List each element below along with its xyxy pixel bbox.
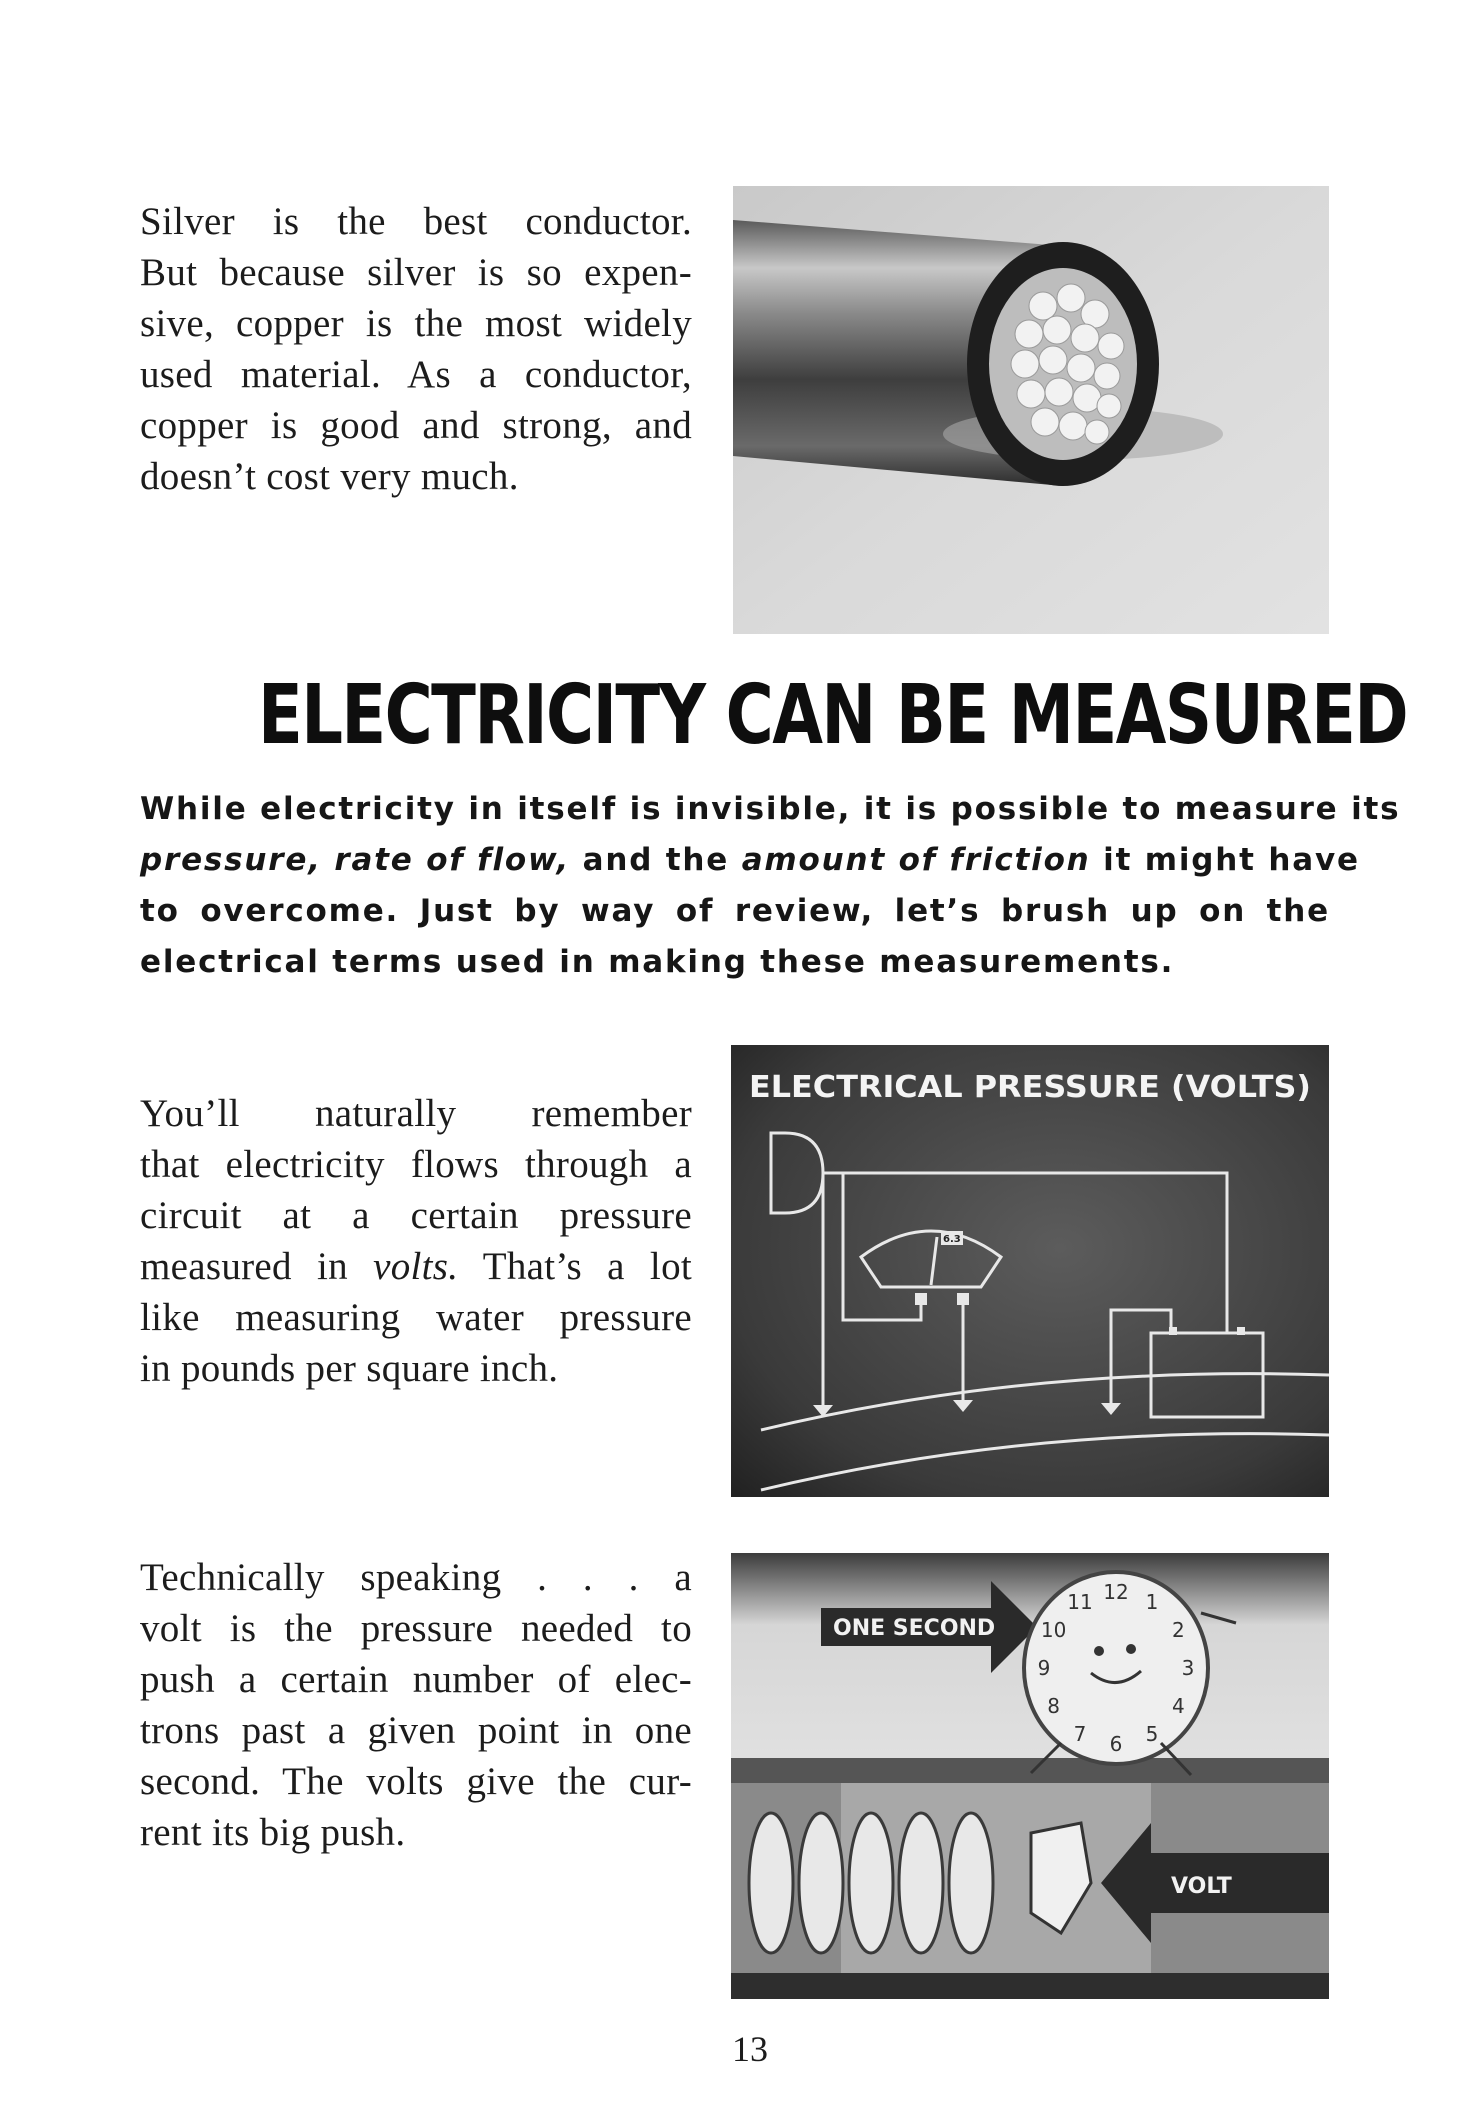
italic-term: volts. [373, 1245, 459, 1288]
figure-title: ELECTRICAL PRESSURE (VOLTS) [749, 1070, 1311, 1105]
text-line: doesn’t cost very much. [140, 455, 519, 498]
section-heading: ELECTRICITY CAN BE MEASURED [258, 668, 1408, 763]
text-fragment: it might have [1103, 842, 1360, 878]
clock-numeral: 10 [1040, 1618, 1067, 1642]
clock-numeral: 4 [1172, 1694, 1185, 1718]
italic-term: rate of flow, [334, 842, 571, 878]
text-line: electrical terms used in making these measurements. [140, 944, 1175, 980]
text-line: like measuring water pressure [140, 1296, 692, 1339]
clock-numeral: 6 [1109, 1732, 1123, 1756]
volt-cartoon-illustration [731, 1553, 1329, 1999]
clock-numeral: 9 [1037, 1656, 1051, 1680]
arrow-label: ONE SECOND [833, 1616, 996, 1641]
volt-label: VOLT [1171, 1874, 1232, 1899]
clock-numeral: 8 [1047, 1694, 1060, 1718]
clock-numeral: 11 [1067, 1590, 1093, 1615]
text-line: used material. As a conductor, [140, 353, 692, 396]
text-fragment: measured in [140, 1245, 348, 1288]
clock-numeral: 5 [1145, 1721, 1159, 1746]
text-line: in pounds per square inch. [140, 1347, 559, 1390]
italic-term: amount of friction [741, 842, 1091, 878]
text-line: rent its big push. [140, 1811, 406, 1854]
clock-numeral: 12 [1103, 1580, 1129, 1604]
text-line [140, 835, 1360, 886]
text-line [140, 1241, 692, 1292]
text-line: push a certain number of elec- [140, 1658, 692, 1701]
clock-numeral: 1 [1145, 1590, 1159, 1615]
copper-wire-photo [733, 186, 1329, 634]
text-line: But because silver is so expen- [140, 251, 692, 294]
text-line: Silver is the best conductor. [140, 200, 692, 243]
paragraph-volt-definition [140, 1552, 692, 1858]
italic-term: pressure, [140, 842, 322, 878]
text-line: trons past a given point in one [140, 1709, 692, 1752]
clock-numeral: 3 [1181, 1656, 1195, 1680]
electrical-pressure-diagram [731, 1045, 1329, 1497]
clock-numeral: 2 [1172, 1618, 1185, 1642]
text-line: You’ll naturally remember [140, 1092, 692, 1135]
text-line: that electricity flows through a [140, 1143, 692, 1186]
text-line: While electricity in itself is invisible, it is possible to measure its [140, 791, 1401, 827]
text-line: copper is good and strong, and [140, 404, 692, 447]
meter-reading: 6.3 [943, 1234, 961, 1245]
text-fragment: That’s a lot [482, 1245, 692, 1288]
paragraph-conductors [140, 196, 692, 502]
clock-numeral: 7 [1073, 1721, 1087, 1746]
intro-paragraph [140, 784, 1401, 988]
text-line: Technically speaking . . . a [140, 1556, 692, 1599]
text-line: sive, copper is the most widely [140, 302, 692, 345]
text-fragment: and the [582, 842, 730, 878]
text-line: volt is the pressure needed to [140, 1607, 692, 1650]
text-line: circuit at a certain pressure [140, 1194, 692, 1237]
paragraph-volts [140, 1088, 692, 1394]
text-line: second. The volts give the cur- [140, 1760, 692, 1803]
text-line: to overcome. Just by way of review, let’s brush up on the [140, 893, 1330, 929]
page-number: 13 [732, 2029, 768, 2069]
